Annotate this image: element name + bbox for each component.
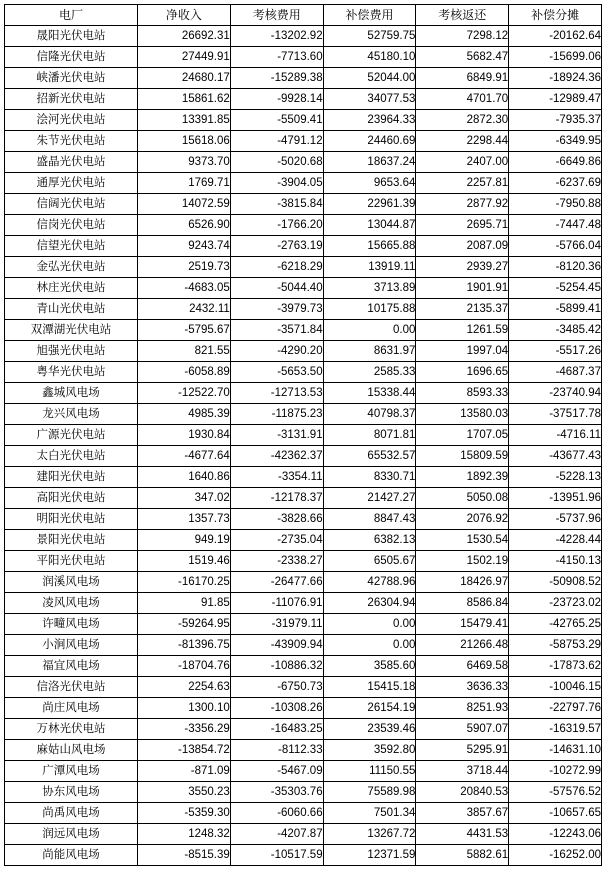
cell-value: 13391.85 <box>138 110 231 131</box>
cell-value: 18426.97 <box>416 572 509 593</box>
cell-value: 26304.94 <box>323 593 416 614</box>
cell-value: -13951.96 <box>509 488 602 509</box>
cell-value: -3828.66 <box>230 509 323 530</box>
cell-value: -23723.02 <box>509 593 602 614</box>
cell-value: -16170.25 <box>138 572 231 593</box>
cell-value: 0.00 <box>323 635 416 656</box>
cell-value: 13580.03 <box>416 404 509 425</box>
cell-value: 42788.96 <box>323 572 416 593</box>
cell-value: -5653.50 <box>230 362 323 383</box>
cell-value: -4687.37 <box>509 362 602 383</box>
cell-value: -3356.29 <box>138 719 231 740</box>
cell-value: -4228.44 <box>509 530 602 551</box>
table-row <box>5 656 602 677</box>
cell-value: -4716.11 <box>509 425 602 446</box>
cell-value: -10657.65 <box>509 803 602 824</box>
cell-value: -50908.52 <box>509 572 602 593</box>
cell-value: -5228.13 <box>509 467 602 488</box>
cell-value: -5254.45 <box>509 278 602 299</box>
table-row <box>5 572 602 593</box>
cell-plant-name: 协东风电场 <box>5 782 138 803</box>
cell-value: 4985.39 <box>138 404 231 425</box>
table-row <box>5 551 602 572</box>
cell-value: 7501.34 <box>323 803 416 824</box>
table-row <box>5 446 602 467</box>
cell-value: 1707.05 <box>416 425 509 446</box>
cell-value: -31979.11 <box>230 614 323 635</box>
cell-value: -7935.37 <box>509 110 602 131</box>
table-row <box>5 530 602 551</box>
cell-value: 13044.87 <box>323 215 416 236</box>
cell-value: 15479.41 <box>416 614 509 635</box>
cell-value: 1300.10 <box>138 698 231 719</box>
cell-value: -18924.36 <box>509 68 602 89</box>
cell-value: 15809.59 <box>416 446 509 467</box>
cell-plant-name: 峡潘光伏电站 <box>5 68 138 89</box>
table-row <box>5 89 602 110</box>
cell-value: -10272.99 <box>509 761 602 782</box>
table-row <box>5 299 602 320</box>
cell-plant-name: 尚能风电场 <box>5 845 138 866</box>
cell-value: 821.55 <box>138 341 231 362</box>
cell-value: 14072.59 <box>138 194 231 215</box>
table-row <box>5 761 602 782</box>
cell-value: 8071.81 <box>323 425 416 446</box>
cell-value: -5795.67 <box>138 320 231 341</box>
cell-value: -8120.36 <box>509 257 602 278</box>
cell-value: 7298.12 <box>416 26 509 47</box>
cell-value: -37517.78 <box>509 404 602 425</box>
cell-value: 5295.91 <box>416 740 509 761</box>
cell-value: -12522.70 <box>138 383 231 404</box>
cell-plant-name: 景阳光伏电站 <box>5 530 138 551</box>
cell-value: 26692.31 <box>138 26 231 47</box>
cell-plant-name: 通厚光伏电站 <box>5 173 138 194</box>
cell-value: 9243.74 <box>138 236 231 257</box>
cell-value: -3354.11 <box>230 467 323 488</box>
cell-value: -13854.72 <box>138 740 231 761</box>
cell-plant-name: 润溪风电场 <box>5 572 138 593</box>
cell-plant-name: 明阳光伏电站 <box>5 509 138 530</box>
power-plant-settlement-table <box>4 4 602 866</box>
cell-value: -12713.53 <box>230 383 323 404</box>
cell-value: 1357.73 <box>138 509 231 530</box>
cell-value: 1930.84 <box>138 425 231 446</box>
cell-value: -7447.48 <box>509 215 602 236</box>
cell-value: 2877.92 <box>416 194 509 215</box>
cell-value: 1640.86 <box>138 467 231 488</box>
cell-value: 2695.71 <box>416 215 509 236</box>
cell-value: 0.00 <box>323 614 416 635</box>
column-header-assessment-return: 考核返还 <box>416 5 509 26</box>
cell-value: 34077.53 <box>323 89 416 110</box>
cell-value: 2432.11 <box>138 299 231 320</box>
table-header-row <box>5 5 602 26</box>
column-header-compensation-share: 补偿分摊 <box>509 5 602 26</box>
table-row <box>5 215 602 236</box>
cell-value: -2338.27 <box>230 551 323 572</box>
cell-value: 65532.57 <box>323 446 416 467</box>
cell-value: 9373.70 <box>138 152 231 173</box>
cell-value: 91.85 <box>138 593 231 614</box>
cell-value: -5467.09 <box>230 761 323 782</box>
cell-value: -4150.13 <box>509 551 602 572</box>
cell-value: -43677.43 <box>509 446 602 467</box>
table-row <box>5 320 602 341</box>
cell-value: 2135.37 <box>416 299 509 320</box>
cell-value: 4431.53 <box>416 824 509 845</box>
cell-value: -20162.64 <box>509 26 602 47</box>
cell-plant-name: 广源光伏电站 <box>5 425 138 446</box>
cell-value: -5737.96 <box>509 509 602 530</box>
table-row <box>5 257 602 278</box>
cell-value: -5359.30 <box>138 803 231 824</box>
cell-value: 2298.44 <box>416 131 509 152</box>
cell-value: -12243.06 <box>509 824 602 845</box>
cell-value: 8251.93 <box>416 698 509 719</box>
cell-value: 3857.67 <box>416 803 509 824</box>
cell-value: 8593.33 <box>416 383 509 404</box>
table-row <box>5 152 602 173</box>
cell-value: 75589.98 <box>323 782 416 803</box>
cell-plant-name: 青山光伏电站 <box>5 299 138 320</box>
cell-value: -15289.38 <box>230 68 323 89</box>
cell-value: 15415.18 <box>323 677 416 698</box>
cell-value: 13919.11 <box>323 257 416 278</box>
table-row <box>5 383 602 404</box>
cell-value: 45180.10 <box>323 47 416 68</box>
table-row <box>5 236 602 257</box>
cell-plant-name: 福宜风电场 <box>5 656 138 677</box>
cell-value: -14631.10 <box>509 740 602 761</box>
cell-value: -4791.12 <box>230 131 323 152</box>
cell-value: -5766.04 <box>509 236 602 257</box>
cell-value: 24460.69 <box>323 131 416 152</box>
cell-value: 5907.07 <box>416 719 509 740</box>
cell-value: -4290.20 <box>230 341 323 362</box>
cell-value: -6750.73 <box>230 677 323 698</box>
cell-value: 26154.19 <box>323 698 416 719</box>
cell-plant-name: 高阳光伏电站 <box>5 488 138 509</box>
cell-value: -16319.57 <box>509 719 602 740</box>
cell-plant-name: 麻姑山风电场 <box>5 740 138 761</box>
cell-value: -23740.94 <box>509 383 602 404</box>
cell-value: 2519.73 <box>138 257 231 278</box>
table-row <box>5 131 602 152</box>
cell-value: -16252.00 <box>509 845 602 866</box>
cell-value: 347.02 <box>138 488 231 509</box>
cell-value: 3592.80 <box>323 740 416 761</box>
cell-value: 3550.23 <box>138 782 231 803</box>
cell-value: 2939.27 <box>416 257 509 278</box>
cell-plant-name: 浍河光伏电站 <box>5 110 138 131</box>
cell-plant-name: 信望光伏电站 <box>5 236 138 257</box>
cell-value: 1769.71 <box>138 173 231 194</box>
cell-plant-name: 信隆光伏电站 <box>5 47 138 68</box>
cell-value: 1892.39 <box>416 467 509 488</box>
table-row <box>5 614 602 635</box>
cell-value: 1261.59 <box>416 320 509 341</box>
table-row <box>5 110 602 131</box>
cell-value: 18637.24 <box>323 152 416 173</box>
table-row <box>5 719 602 740</box>
cell-value: -3131.91 <box>230 425 323 446</box>
cell-value: -3571.84 <box>230 320 323 341</box>
cell-plant-name: 万林光伏电站 <box>5 719 138 740</box>
cell-value: -15699.06 <box>509 47 602 68</box>
cell-value: 1901.91 <box>416 278 509 299</box>
cell-value: 24680.17 <box>138 68 231 89</box>
table-row <box>5 782 602 803</box>
cell-value: -4683.05 <box>138 278 231 299</box>
table-row <box>5 593 602 614</box>
cell-value: -871.09 <box>138 761 231 782</box>
cell-value: 11150.55 <box>323 761 416 782</box>
table-row <box>5 404 602 425</box>
cell-value: 8847.43 <box>323 509 416 530</box>
cell-value: -18704.76 <box>138 656 231 677</box>
cell-value: -57576.52 <box>509 782 602 803</box>
cell-value: 2872.30 <box>416 110 509 131</box>
cell-value: 6469.58 <box>416 656 509 677</box>
cell-value: 1502.19 <box>416 551 509 572</box>
cell-value: -6060.66 <box>230 803 323 824</box>
cell-value: 3713.89 <box>323 278 416 299</box>
cell-value: -22797.76 <box>509 698 602 719</box>
cell-plant-name: 广潭风电场 <box>5 761 138 782</box>
cell-value: -17873.62 <box>509 656 602 677</box>
cell-value: 10175.88 <box>323 299 416 320</box>
cell-plant-name: 建阳光伏电站 <box>5 467 138 488</box>
cell-value: -12989.47 <box>509 89 602 110</box>
cell-plant-name: 凌风风电场 <box>5 593 138 614</box>
cell-value: -6218.29 <box>230 257 323 278</box>
cell-value: -6349.95 <box>509 131 602 152</box>
cell-value: -11076.91 <box>230 593 323 614</box>
cell-plant-name: 太白光伏电站 <box>5 446 138 467</box>
cell-value: -35303.76 <box>230 782 323 803</box>
cell-value: 3585.60 <box>323 656 416 677</box>
cell-value: 52759.75 <box>323 26 416 47</box>
table-row <box>5 845 602 866</box>
cell-plant-name: 信岗光伏电站 <box>5 215 138 236</box>
cell-value: 2076.92 <box>416 509 509 530</box>
table-row <box>5 47 602 68</box>
cell-value: -26477.66 <box>230 572 323 593</box>
cell-value: -4207.87 <box>230 824 323 845</box>
table-row <box>5 488 602 509</box>
cell-value: 15665.88 <box>323 236 416 257</box>
table-row <box>5 173 602 194</box>
cell-value: 6382.13 <box>323 530 416 551</box>
table-row <box>5 824 602 845</box>
cell-value: -81396.75 <box>138 635 231 656</box>
cell-value: 1519.46 <box>138 551 231 572</box>
cell-value: 40798.37 <box>323 404 416 425</box>
column-header-assessment-fee: 考核费用 <box>230 5 323 26</box>
cell-plant-name: 信洛光伏电站 <box>5 677 138 698</box>
cell-value: -9928.14 <box>230 89 323 110</box>
cell-value: 2585.33 <box>323 362 416 383</box>
cell-value: 21266.48 <box>416 635 509 656</box>
cell-value: -59264.95 <box>138 614 231 635</box>
cell-value: -2735.04 <box>230 530 323 551</box>
cell-value: -1766.20 <box>230 215 323 236</box>
cell-value: -11875.23 <box>230 404 323 425</box>
cell-value: -13202.92 <box>230 26 323 47</box>
cell-value: -8112.33 <box>230 740 323 761</box>
table-row <box>5 341 602 362</box>
cell-value: -5899.41 <box>509 299 602 320</box>
cell-value: 1696.65 <box>416 362 509 383</box>
cell-value: -10046.15 <box>509 677 602 698</box>
cell-value: 2407.00 <box>416 152 509 173</box>
cell-value: 27449.91 <box>138 47 231 68</box>
table-body <box>5 26 602 866</box>
cell-value: 2257.81 <box>416 173 509 194</box>
cell-plant-name: 林庄光伏电站 <box>5 278 138 299</box>
cell-plant-name: 尚庄风电场 <box>5 698 138 719</box>
cell-value: -16483.25 <box>230 719 323 740</box>
cell-value: -3815.84 <box>230 194 323 215</box>
cell-value: -10308.26 <box>230 698 323 719</box>
cell-value: -6058.89 <box>138 362 231 383</box>
cell-value: 15338.44 <box>323 383 416 404</box>
column-header-plant: 电厂 <box>5 5 138 26</box>
cell-value: 6526.90 <box>138 215 231 236</box>
cell-value: 15618.06 <box>138 131 231 152</box>
cell-value: 8631.97 <box>323 341 416 362</box>
cell-value: 5682.47 <box>416 47 509 68</box>
table-row <box>5 194 602 215</box>
cell-value: -10886.32 <box>230 656 323 677</box>
cell-value: 1997.04 <box>416 341 509 362</box>
cell-value: 6505.67 <box>323 551 416 572</box>
cell-plant-name: 平阳光伏电站 <box>5 551 138 572</box>
cell-plant-name: 润远风电场 <box>5 824 138 845</box>
cell-value: 8330.71 <box>323 467 416 488</box>
cell-value: 23539.46 <box>323 719 416 740</box>
cell-plant-name: 双潭湖光伏电站 <box>5 320 138 341</box>
column-header-compensation-fee: 补偿费用 <box>323 5 416 26</box>
cell-value: 4701.70 <box>416 89 509 110</box>
cell-value: -3979.73 <box>230 299 323 320</box>
cell-value: -12178.37 <box>230 488 323 509</box>
cell-value: 8586.84 <box>416 593 509 614</box>
cell-plant-name: 盛晶光伏电站 <box>5 152 138 173</box>
table-row <box>5 803 602 824</box>
cell-value: -5517.26 <box>509 341 602 362</box>
cell-value: -7950.88 <box>509 194 602 215</box>
cell-value: 13267.72 <box>323 824 416 845</box>
cell-value: -42362.37 <box>230 446 323 467</box>
cell-value: -10517.59 <box>230 845 323 866</box>
cell-value: 20840.53 <box>416 782 509 803</box>
cell-value: 12371.59 <box>323 845 416 866</box>
cell-plant-name: 龙兴风电场 <box>5 404 138 425</box>
column-header-net-income: 净收入 <box>138 5 231 26</box>
table-row <box>5 467 602 488</box>
cell-value: 3718.44 <box>416 761 509 782</box>
cell-value: 0.00 <box>323 320 416 341</box>
table-row <box>5 677 602 698</box>
cell-value: -2763.19 <box>230 236 323 257</box>
cell-plant-name: 鑫城风电场 <box>5 383 138 404</box>
cell-value: -4677.64 <box>138 446 231 467</box>
table-row <box>5 425 602 446</box>
cell-value: -6237.69 <box>509 173 602 194</box>
cell-plant-name: 许疃风电场 <box>5 614 138 635</box>
cell-plant-name: 旭强光伏电站 <box>5 341 138 362</box>
cell-value: 6849.91 <box>416 68 509 89</box>
cell-plant-name: 金弘光伏电站 <box>5 257 138 278</box>
cell-value: 15861.62 <box>138 89 231 110</box>
cell-value: 2254.63 <box>138 677 231 698</box>
cell-value: 23964.33 <box>323 110 416 131</box>
cell-value: 21427.27 <box>323 488 416 509</box>
cell-value: -5020.68 <box>230 152 323 173</box>
table-row <box>5 740 602 761</box>
table-row <box>5 26 602 47</box>
cell-value: 5882.61 <box>416 845 509 866</box>
table-row <box>5 362 602 383</box>
cell-plant-name: 尚禹风电场 <box>5 803 138 824</box>
cell-value: 9653.64 <box>323 173 416 194</box>
cell-plant-name: 粤华光伏电站 <box>5 362 138 383</box>
table-row <box>5 68 602 89</box>
cell-value: -43909.94 <box>230 635 323 656</box>
cell-plant-name: 招新光伏电站 <box>5 89 138 110</box>
cell-plant-name: 小涧风电场 <box>5 635 138 656</box>
cell-value: 22961.39 <box>323 194 416 215</box>
table-row <box>5 635 602 656</box>
cell-value: -7713.60 <box>230 47 323 68</box>
cell-value: -5509.41 <box>230 110 323 131</box>
cell-value: 52044.00 <box>323 68 416 89</box>
cell-value: 1530.54 <box>416 530 509 551</box>
cell-value: 5050.08 <box>416 488 509 509</box>
cell-value: -3904.05 <box>230 173 323 194</box>
cell-value: 1248.32 <box>138 824 231 845</box>
cell-value: 3636.33 <box>416 677 509 698</box>
cell-value: -3485.42 <box>509 320 602 341</box>
table-row <box>5 509 602 530</box>
table-row <box>5 698 602 719</box>
cell-value: -42765.25 <box>509 614 602 635</box>
cell-plant-name: 信阔光伏电站 <box>5 194 138 215</box>
cell-value: -8515.39 <box>138 845 231 866</box>
cell-value: -58753.29 <box>509 635 602 656</box>
cell-value: -6649.86 <box>509 152 602 173</box>
cell-plant-name: 晟阳光伏电站 <box>5 26 138 47</box>
cell-value: 2087.09 <box>416 236 509 257</box>
table-row <box>5 278 602 299</box>
cell-value: 949.19 <box>138 530 231 551</box>
cell-value: -5044.40 <box>230 278 323 299</box>
cell-plant-name: 朱节光伏电站 <box>5 131 138 152</box>
